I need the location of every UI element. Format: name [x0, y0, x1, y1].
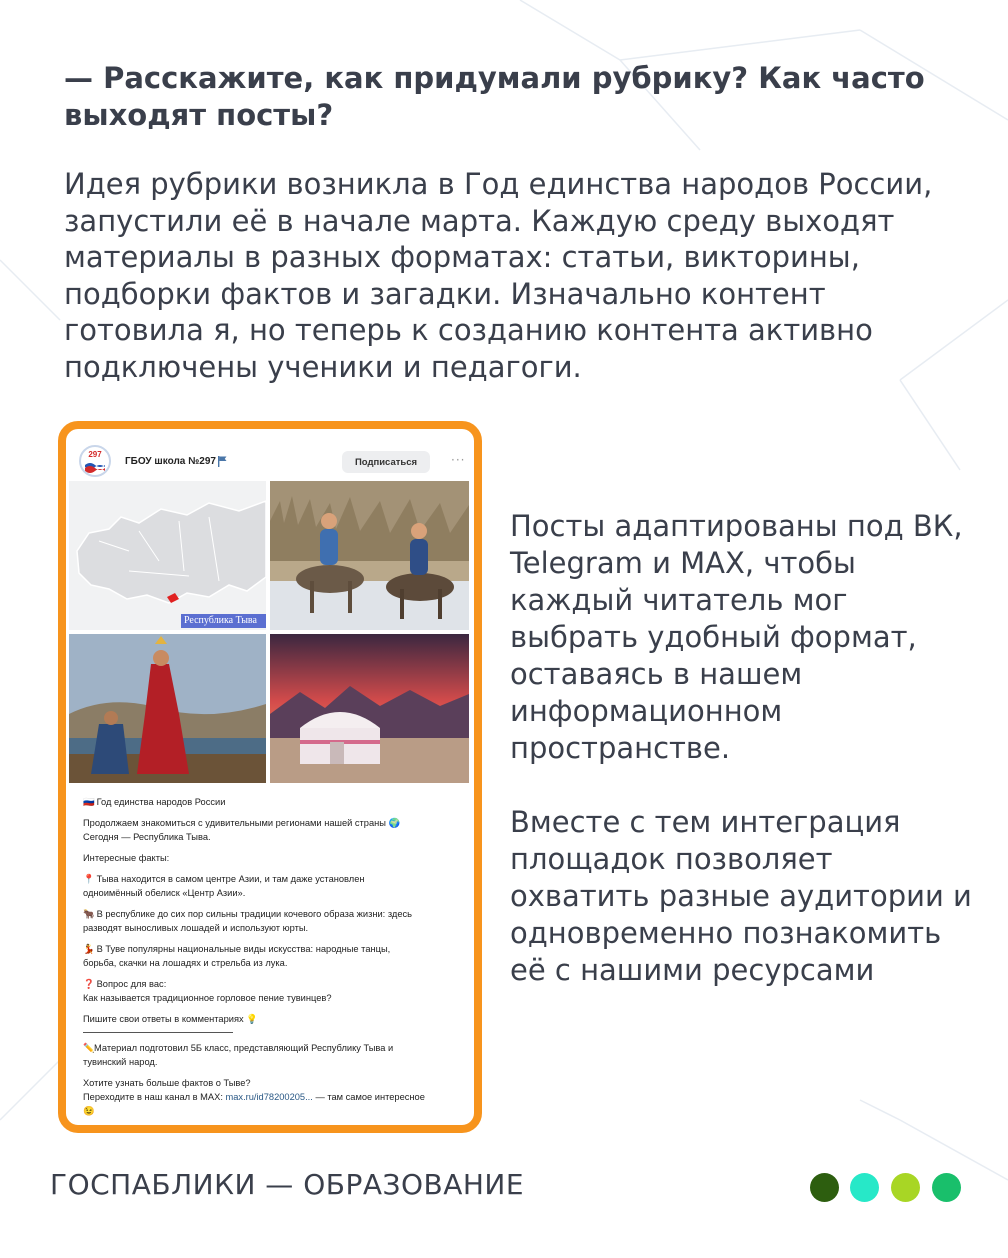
school-logo-avatar[interactable]	[79, 445, 111, 477]
post-text	[83, 795, 463, 1124]
dancer-emoji: 💃	[83, 944, 95, 954]
interview-question-heading: — Расскажите, как придумали рубрику? Как часто выходят посты?	[64, 61, 925, 132]
integration-paragraph: Вместе с тем интеграция площадок позволяет охватить разные аудитории и одновременно познакомить её с нашими ресурсами	[510, 805, 972, 987]
channel-block: Хотите узнать больше фактов о Тыве? Переходите в наш канал в MAX: max.ru/id78200205... — там самое интересное 😉	[83, 1078, 425, 1116]
intro-paragraph: Идея рубрики возникла в Год единства народов России, запустили её в начале марта. Каждую среду выходят материалы в разных форматах: статьи, викторины, подборки фактов и загадки. Изначально контент готовила я, но теперь к созданию контента активно подключены ученики и педагоги.	[64, 167, 933, 384]
dot-green	[932, 1173, 961, 1202]
map-photo[interactable]	[69, 481, 266, 630]
post-photo-grid	[69, 481, 469, 783]
throat-singers-image	[69, 634, 266, 783]
dot-aqua	[850, 1173, 879, 1202]
facts-header: Интересные факты:	[83, 853, 170, 863]
pen-emoji: ✏️	[83, 1043, 95, 1053]
yurt-photo[interactable]	[270, 634, 469, 783]
map-region-label: Республика Тыва	[181, 614, 266, 628]
post-screenshot-card	[58, 421, 482, 1133]
russia-flag-emoji: 🇷🇺	[83, 797, 95, 807]
group-name[interactable]: ГБОУ школа №297	[125, 456, 216, 467]
throat-singers-photo[interactable]	[69, 634, 266, 783]
post-header	[79, 439, 469, 483]
horse-riders-photo[interactable]	[270, 481, 469, 630]
post-divider	[83, 1032, 233, 1033]
russia-map-image	[69, 481, 266, 630]
horse-riders-image	[270, 481, 469, 630]
fact-3: 💃 В Туве популярны национальные виды искусства: народные танцы, борьба, скачки на лошадях и стрельба из лука.	[83, 944, 391, 968]
platforms-paragraph: Посты адаптированы под ВК, Telegram и MAX, чтобы каждый читатель мог выбрать удобный формат, оставаясь в нашем информационном пространстве.	[510, 509, 963, 765]
flag-icon	[218, 456, 227, 467]
fact-1: 📍 Тыва находится в самом центре Азии, и там даже установлен одноимённый обелиск «Центр Азии».	[83, 874, 365, 898]
decorative-dots	[810, 1173, 970, 1203]
question-block: ❓ Вопрос для вас: Как называется традиционное горловое пение тувинцев?	[83, 979, 332, 1003]
avatar-flag-graphic	[84, 461, 106, 473]
dot-dark-green	[810, 1173, 839, 1202]
yurt-sunset-image	[270, 634, 469, 783]
author-note: ✏️Материал подготовил 5Б класс, представляющий Республику Тыва и тувинский народ.	[83, 1043, 394, 1067]
bull-emoji: 🐂	[83, 909, 95, 919]
globe-emoji: 🌍	[388, 818, 401, 828]
wink-emoji: 😉	[83, 1106, 95, 1116]
avatar-number: 297	[88, 450, 102, 459]
call-to-comment: Пишите свои ответы в комментариях 💡	[83, 1014, 258, 1024]
pin-emoji: 📍	[83, 874, 95, 884]
footer-brand: ГОСПАБЛИКИ — ОБРАЗОВАНИЕ	[50, 1168, 525, 1201]
bulb-emoji: 💡	[246, 1014, 258, 1024]
max-channel-link[interactable]: max.ru/id78200205...	[225, 1092, 313, 1102]
more-horizontal-icon[interactable]: ···	[451, 453, 466, 467]
post-intro: Продолжаем знакомиться с удивительными регионами нашей страны 🌍 Сегодня — Республика Тыва.	[83, 818, 401, 842]
post-line-title: 🇷🇺 Год единства народов России	[83, 797, 226, 807]
fact-2: 🐂 В республике до сих пор сильны традиции кочевого образа жизни: здесь разводят выносливых лошадей и используют юрты.	[83, 909, 412, 933]
subscribe-button[interactable]: Подписаться	[342, 451, 430, 473]
dot-lime	[891, 1173, 920, 1202]
question-emoji: ❓	[83, 979, 95, 989]
